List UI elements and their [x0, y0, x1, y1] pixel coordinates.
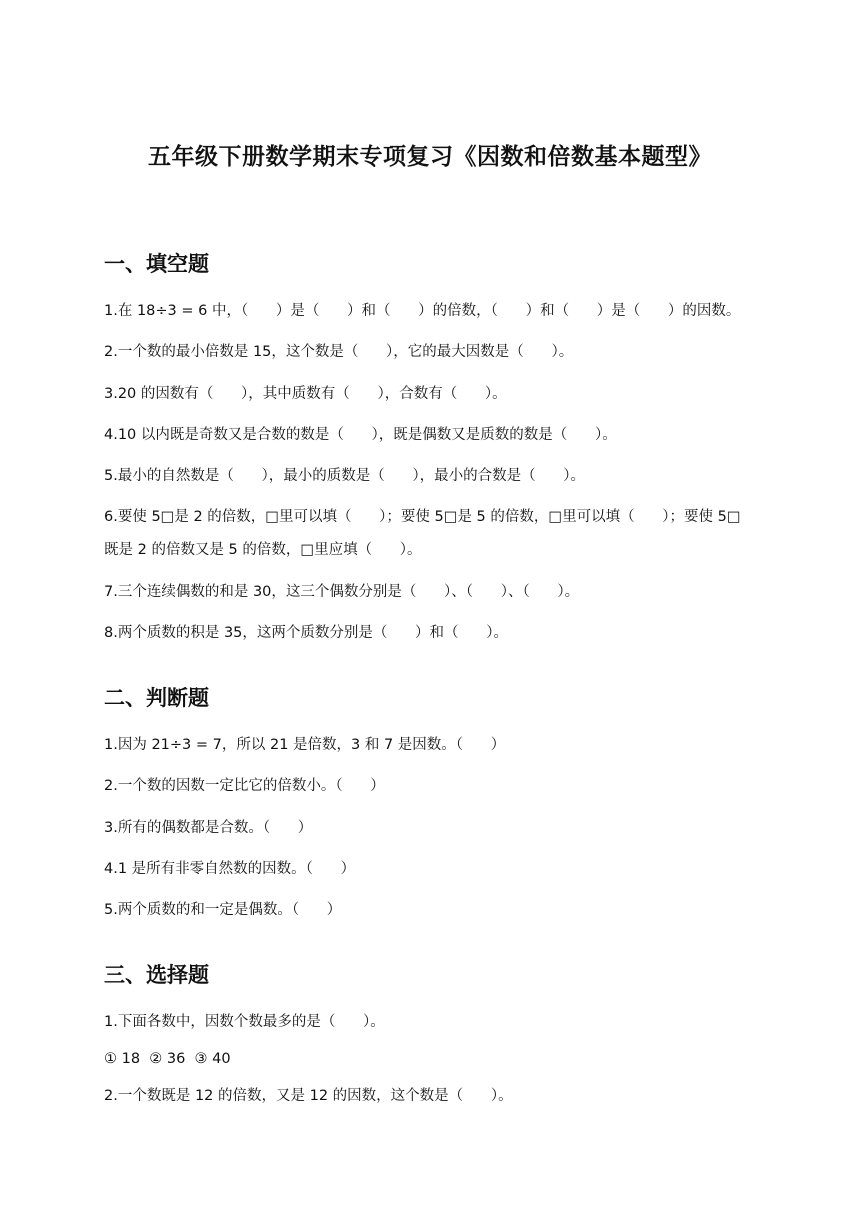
document-title: 五年级下册数学期末专项复习《因数和倍数基本题型》 — [148, 144, 712, 170]
section-heading-true-false: 二、判断题 — [104, 686, 209, 710]
section-heading-fill-in: 一、填空题 — [104, 252, 209, 276]
section-heading-multiple-choice: 三、选择题 — [104, 963, 209, 987]
question-line: 4.10 以内既是奇数又是合数的数是（ ），既是偶数又是质数的数是（ ）。 — [104, 427, 617, 443]
question-line: 7.三个连续偶数的和是 30，这三个偶数分别是（ ）、（ ）、（ ）。 — [104, 584, 580, 600]
question-line: 3.所有的偶数都是合数。（ ） — [104, 820, 313, 836]
choice-options: ① 18 ② 36 ③ 40 — [104, 1051, 231, 1067]
question-line: 4.1 是所有非零自然数的因数。（ ） — [104, 861, 356, 877]
question-line: 5.最小的自然数是（ ），最小的质数是（ ），最小的合数是（ ）。 — [104, 468, 586, 484]
question-line: 1.因为 21÷3 = 7，所以 21 是倍数，3 和 7 是因数。（ ） — [104, 737, 506, 753]
question-line: 1.下面各数中，因数个数最多的是（ ）。 — [104, 1014, 385, 1030]
question-line: 5.两个质数的和一定是偶数。（ ） — [104, 902, 342, 918]
question-line: 2.一个数的因数一定比它的倍数小。（ ） — [104, 778, 385, 794]
question-line: 3.20 的因数有（ ），其中质数有（ ），合数有（ ）。 — [104, 386, 507, 402]
question-line: 2.一个数既是 12 的倍数，又是 12 的因数，这个数是（ ）。 — [104, 1088, 513, 1104]
question-line: 8.两个质数的积是 35，这两个质数分别是（ ）和（ ）。 — [104, 625, 508, 641]
question-line: 1.在 18÷3 = 6 中，（ ）是（ ）和（ ）的倍数，（ ）和（ ）是（ ）的因数。 — [104, 303, 741, 319]
question-line: 6.要使 5□是 2 的倍数，□里可以填（ ）；要使 5□是 5 的倍数，□里可以填（ ）；要使 5□ — [104, 509, 741, 525]
question-line: 既是 2 的倍数又是 5 的倍数，□里应填（ ）。 — [104, 542, 422, 558]
question-line: 2.一个数的最小倍数是 15，这个数是（ ），它的最大因数是（ ）。 — [104, 344, 574, 360]
